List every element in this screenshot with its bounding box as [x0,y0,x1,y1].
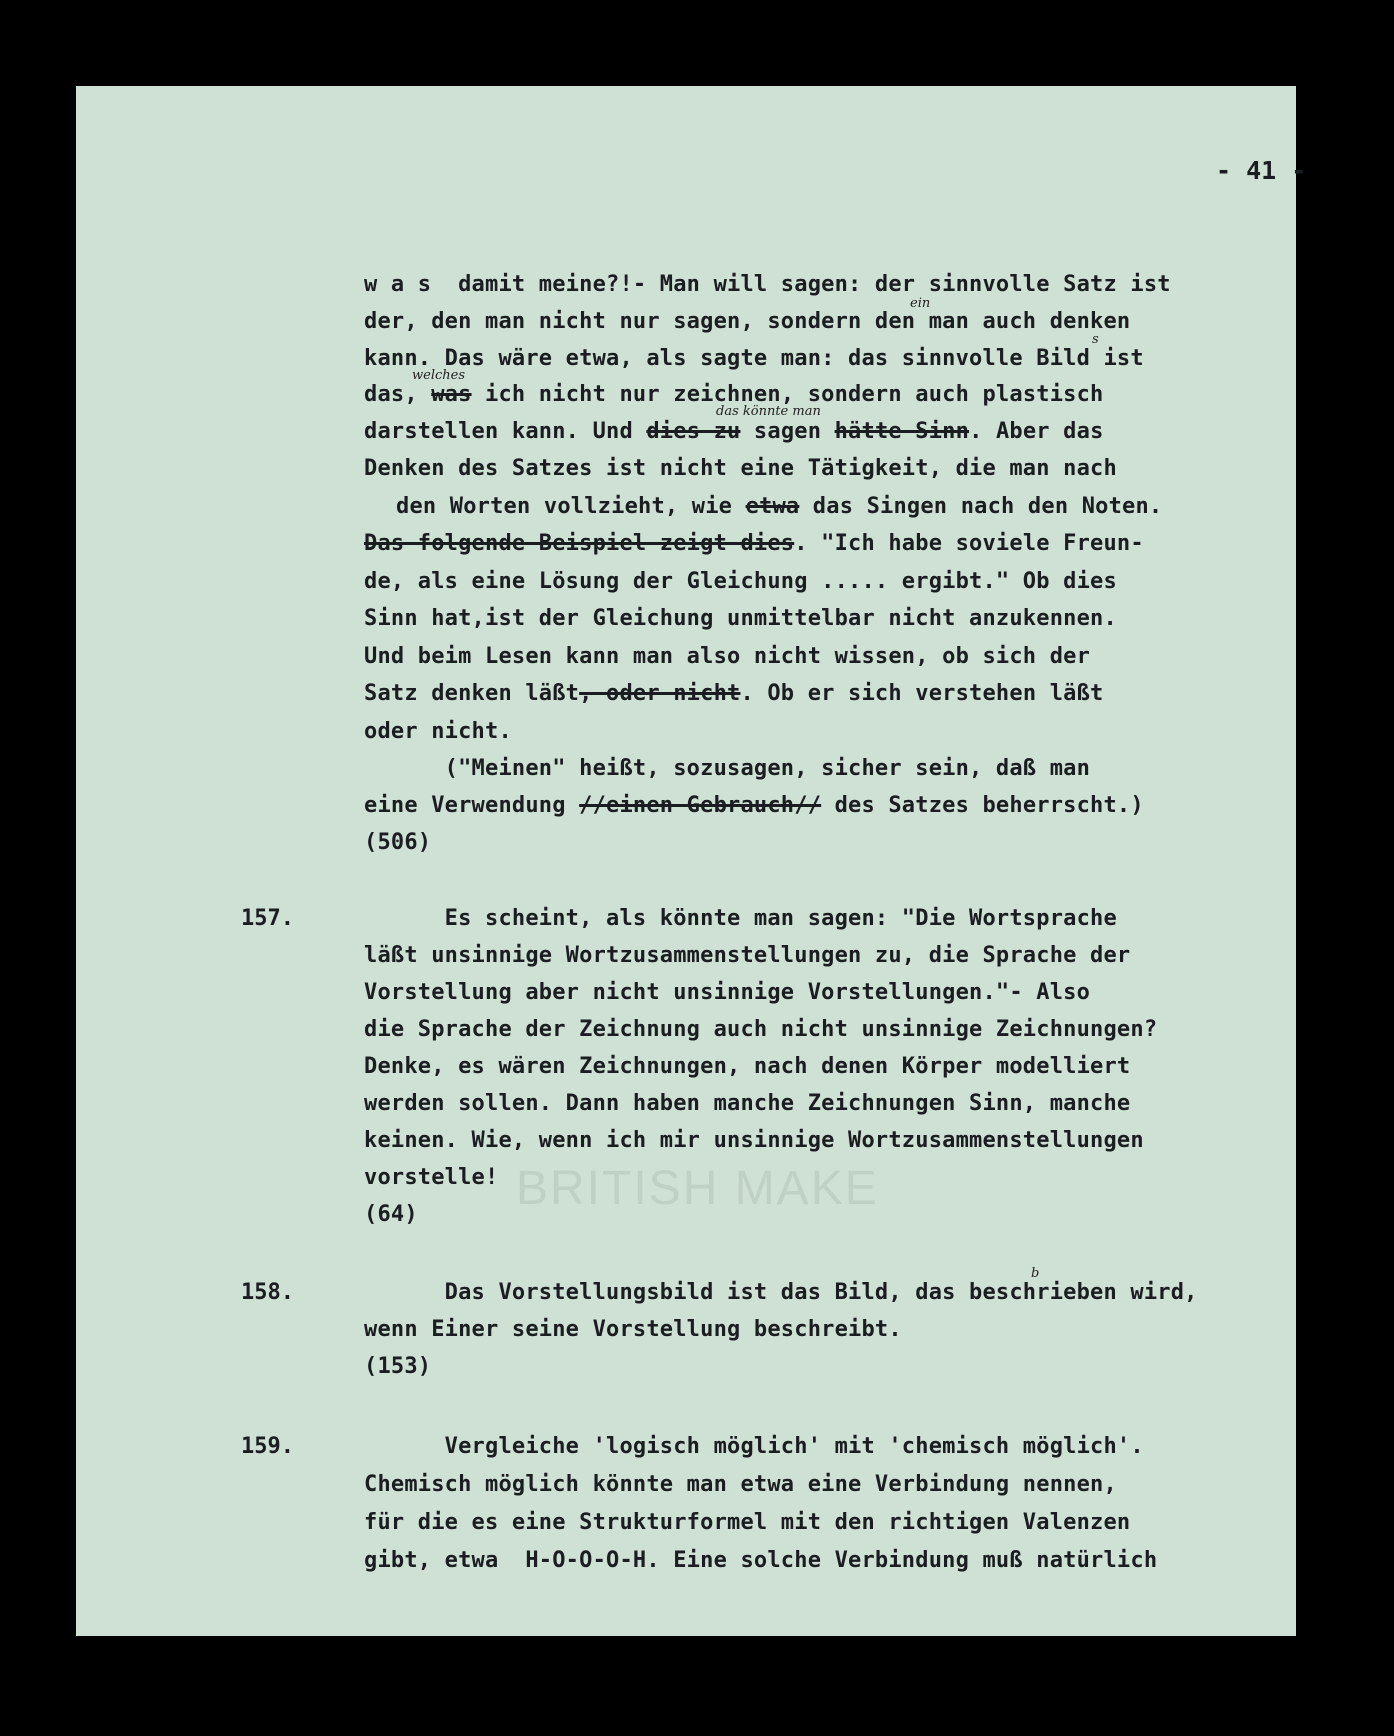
section-number: 157. [241,906,294,931]
text-line: für die es eine Strukturformel mit den richtigen Valenzen [364,1510,1131,1535]
text-line: Vergleiche 'logisch möglich' mit 'chemisch möglich'. [364,1434,1144,1459]
text-line: Es scheint, als könnte man sagen: "Die Wortsprache [364,906,1117,931]
text-line: keinen. Wie, wenn ich mir unsinnige Wortzusammenstellungen [364,1128,1144,1153]
section-number: 159. [241,1434,294,1459]
handwritten-insert-ein: ein [910,296,931,311]
text-line: Sinn hat,ist der Gleichung unmittelbar nicht anzukennen. [364,606,1117,631]
text-line: darstellen kann. Und dies zu sagen hätte Sinn. Aber das [364,419,1104,444]
struck-text: dies zu [646,419,741,444]
text-line: ("Meinen" heißt, sozusagen, sicher sein, daß man [364,756,1091,781]
text-line: Vorstellung aber nicht unsinnige Vorstellungen."- Also [364,980,1091,1005]
handwritten-insert-das-koennte-man: das könnte man [716,404,821,419]
text-line: den Worten vollzieht, wie etwa das Singen nach den Noten. [396,494,1163,519]
text-line: w a s damit meine?!- Man will sagen: der sinnvolle Satz ist [364,272,1171,297]
text-line: (506) [364,830,432,855]
text-line: oder nicht. [364,719,512,744]
handwritten-insert-welches: welches [412,368,465,383]
struck-text: was [431,382,472,407]
handwritten-correction-b: b [1031,1266,1040,1281]
text-line: vorstelle! [364,1165,499,1190]
handwritten-insert-s: s [1092,332,1099,347]
struck-text: hätte Sinn [834,419,970,444]
text-line: werden sollen. Dann haben manche Zeichnungen Sinn, manche [364,1091,1131,1116]
text-line: Chemisch möglich könnte man etwa eine Verbindung nennen, [364,1472,1117,1497]
struck-text: //einen Gebrauch// [579,793,822,818]
text-line: Denke, es wären Zeichnungen, nach denen Körper modelliert [364,1054,1131,1079]
text-line: de, als eine Lösung der Gleichung ..... ergibt." Ob dies [364,569,1117,594]
text-line: eine Verwendung //einen Gebrauch// des Satzes beherrscht.) [364,793,1144,818]
text-line: Das folgende Beispiel zeigt dies. "Ich habe soviele Freun- [364,531,1144,556]
struck-text: , oder nicht [579,681,741,706]
page-number: - 41 - [1216,156,1307,185]
text-line: die Sprache der Zeichnung auch nicht unsinnige Zeichnungen? [364,1017,1158,1042]
text-line: Satz denken läßt, oder nicht. Ob er sich verstehen läßt [364,681,1104,706]
text-line: das, was ich nicht nur zeichnen, sondern auch plastisch [364,382,1104,407]
text-line: (64) [364,1202,418,1227]
text-line: Und beim Lesen kann man also nicht wissen, ob sich der [364,644,1091,669]
section-number: 158. [241,1280,294,1305]
text-line: gibt, etwa H-O-O-O-H. Eine solche Verbindung muß natürlich [364,1548,1158,1573]
text-line: Denken des Satzes ist nicht eine Tätigkeit, die man nach [364,456,1117,481]
text-line: kann. Das wäre etwa, als sagte man: das sinnvolle Bild ist [364,346,1144,371]
text-line: wenn Einer seine Vorstellung beschreibt. [364,1317,902,1342]
struck-text: etwa [745,494,800,519]
typescript-page [76,86,1307,1636]
paper-watermark: BRITISH MAKE [516,1162,879,1215]
text-line: der, den man nicht nur sagen, sondern den man auch denken [364,309,1131,334]
text-line: Das Vorstellungsbild ist das Bild, das beschrieben wird, [364,1280,1198,1305]
text-line: (153) [364,1354,432,1379]
text-line: läßt unsinnige Wortzusammenstellungen zu, die Sprache der [364,943,1131,968]
struck-text: Das folgende Beispiel zeigt dies [364,531,795,556]
